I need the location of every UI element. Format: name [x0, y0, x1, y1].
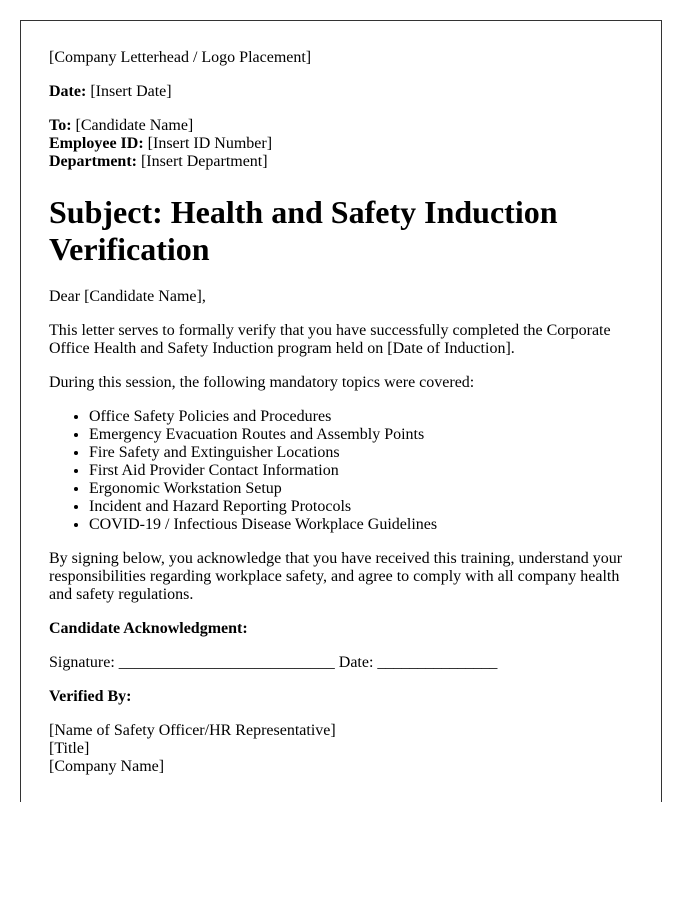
verifier-block [49, 722, 633, 776]
topics-intro-paragraph: During this session, the following mandatory topics were covered: [49, 374, 475, 391]
department-line [49, 153, 633, 171]
employee-id-label: Employee ID: [49, 135, 144, 152]
page-clip [20, 20, 662, 802]
topic-item: • COVID-19 / Infectious Disease Workplace Guidelines [89, 516, 633, 534]
acknowledgment-paragraph: By signing below, you acknowledge that you have received this training, understand your responsibilities regarding workplace safety, and agree to comply with all company health and safety regulations. [49, 550, 623, 603]
topic-item: • Office Safety Policies and Procedures [89, 408, 633, 426]
employee-id-line [49, 135, 633, 153]
to-value: [Candidate Name] [75, 117, 194, 134]
intro-paragraph: This letter serves to formally verify that you have successfully completed the Corporate Office Health and Safety Induction program held on [Date of Induction]. [49, 322, 611, 357]
candidate-ack-heading: Candidate Acknowledgment: [49, 620, 248, 637]
verifier-title: [Title] [49, 740, 90, 757]
sign-date-blank: _______________ [377, 654, 498, 671]
verifier-name: [Name of Safety Officer/HR Representative] [49, 722, 336, 739]
employee-id-value: [Insert ID Number] [147, 135, 273, 152]
letterhead-placeholder: [Company Letterhead / Logo Placement] [49, 49, 312, 66]
date-label: Date: [49, 83, 87, 100]
topics-list [49, 408, 633, 534]
topic-item: • Emergency Evacuation Routes and Assembly Points [89, 426, 633, 444]
signature-blank: ___________________________ [118, 654, 335, 671]
recipient-block [49, 117, 633, 171]
verified-by-heading: Verified By: [49, 688, 132, 705]
date-line [49, 83, 633, 101]
salutation: Dear [Candidate Name], [49, 288, 206, 305]
signature-line [49, 654, 633, 672]
topic-item: • Fire Safety and Extinguisher Locations [89, 444, 633, 462]
sign-date-label: Date: [338, 654, 374, 671]
department-label: Department: [49, 153, 137, 170]
subject-heading: Subject: Health and Safety Induction Verification [49, 194, 558, 267]
signature-label: Signature: [49, 654, 115, 671]
date-value: [Insert Date] [90, 83, 172, 100]
topic-item: • Ergonomic Workstation Setup [89, 480, 633, 498]
verifier-company: [Company Name] [49, 758, 165, 775]
recipient-to-line [49, 117, 633, 135]
department-value: [Insert Department] [140, 153, 268, 170]
topic-item: • First Aid Provider Contact Information [89, 462, 633, 480]
letter-document [20, 20, 662, 802]
to-label: To: [49, 117, 72, 134]
topic-item: • Incident and Hazard Reporting Protocols [89, 498, 633, 516]
